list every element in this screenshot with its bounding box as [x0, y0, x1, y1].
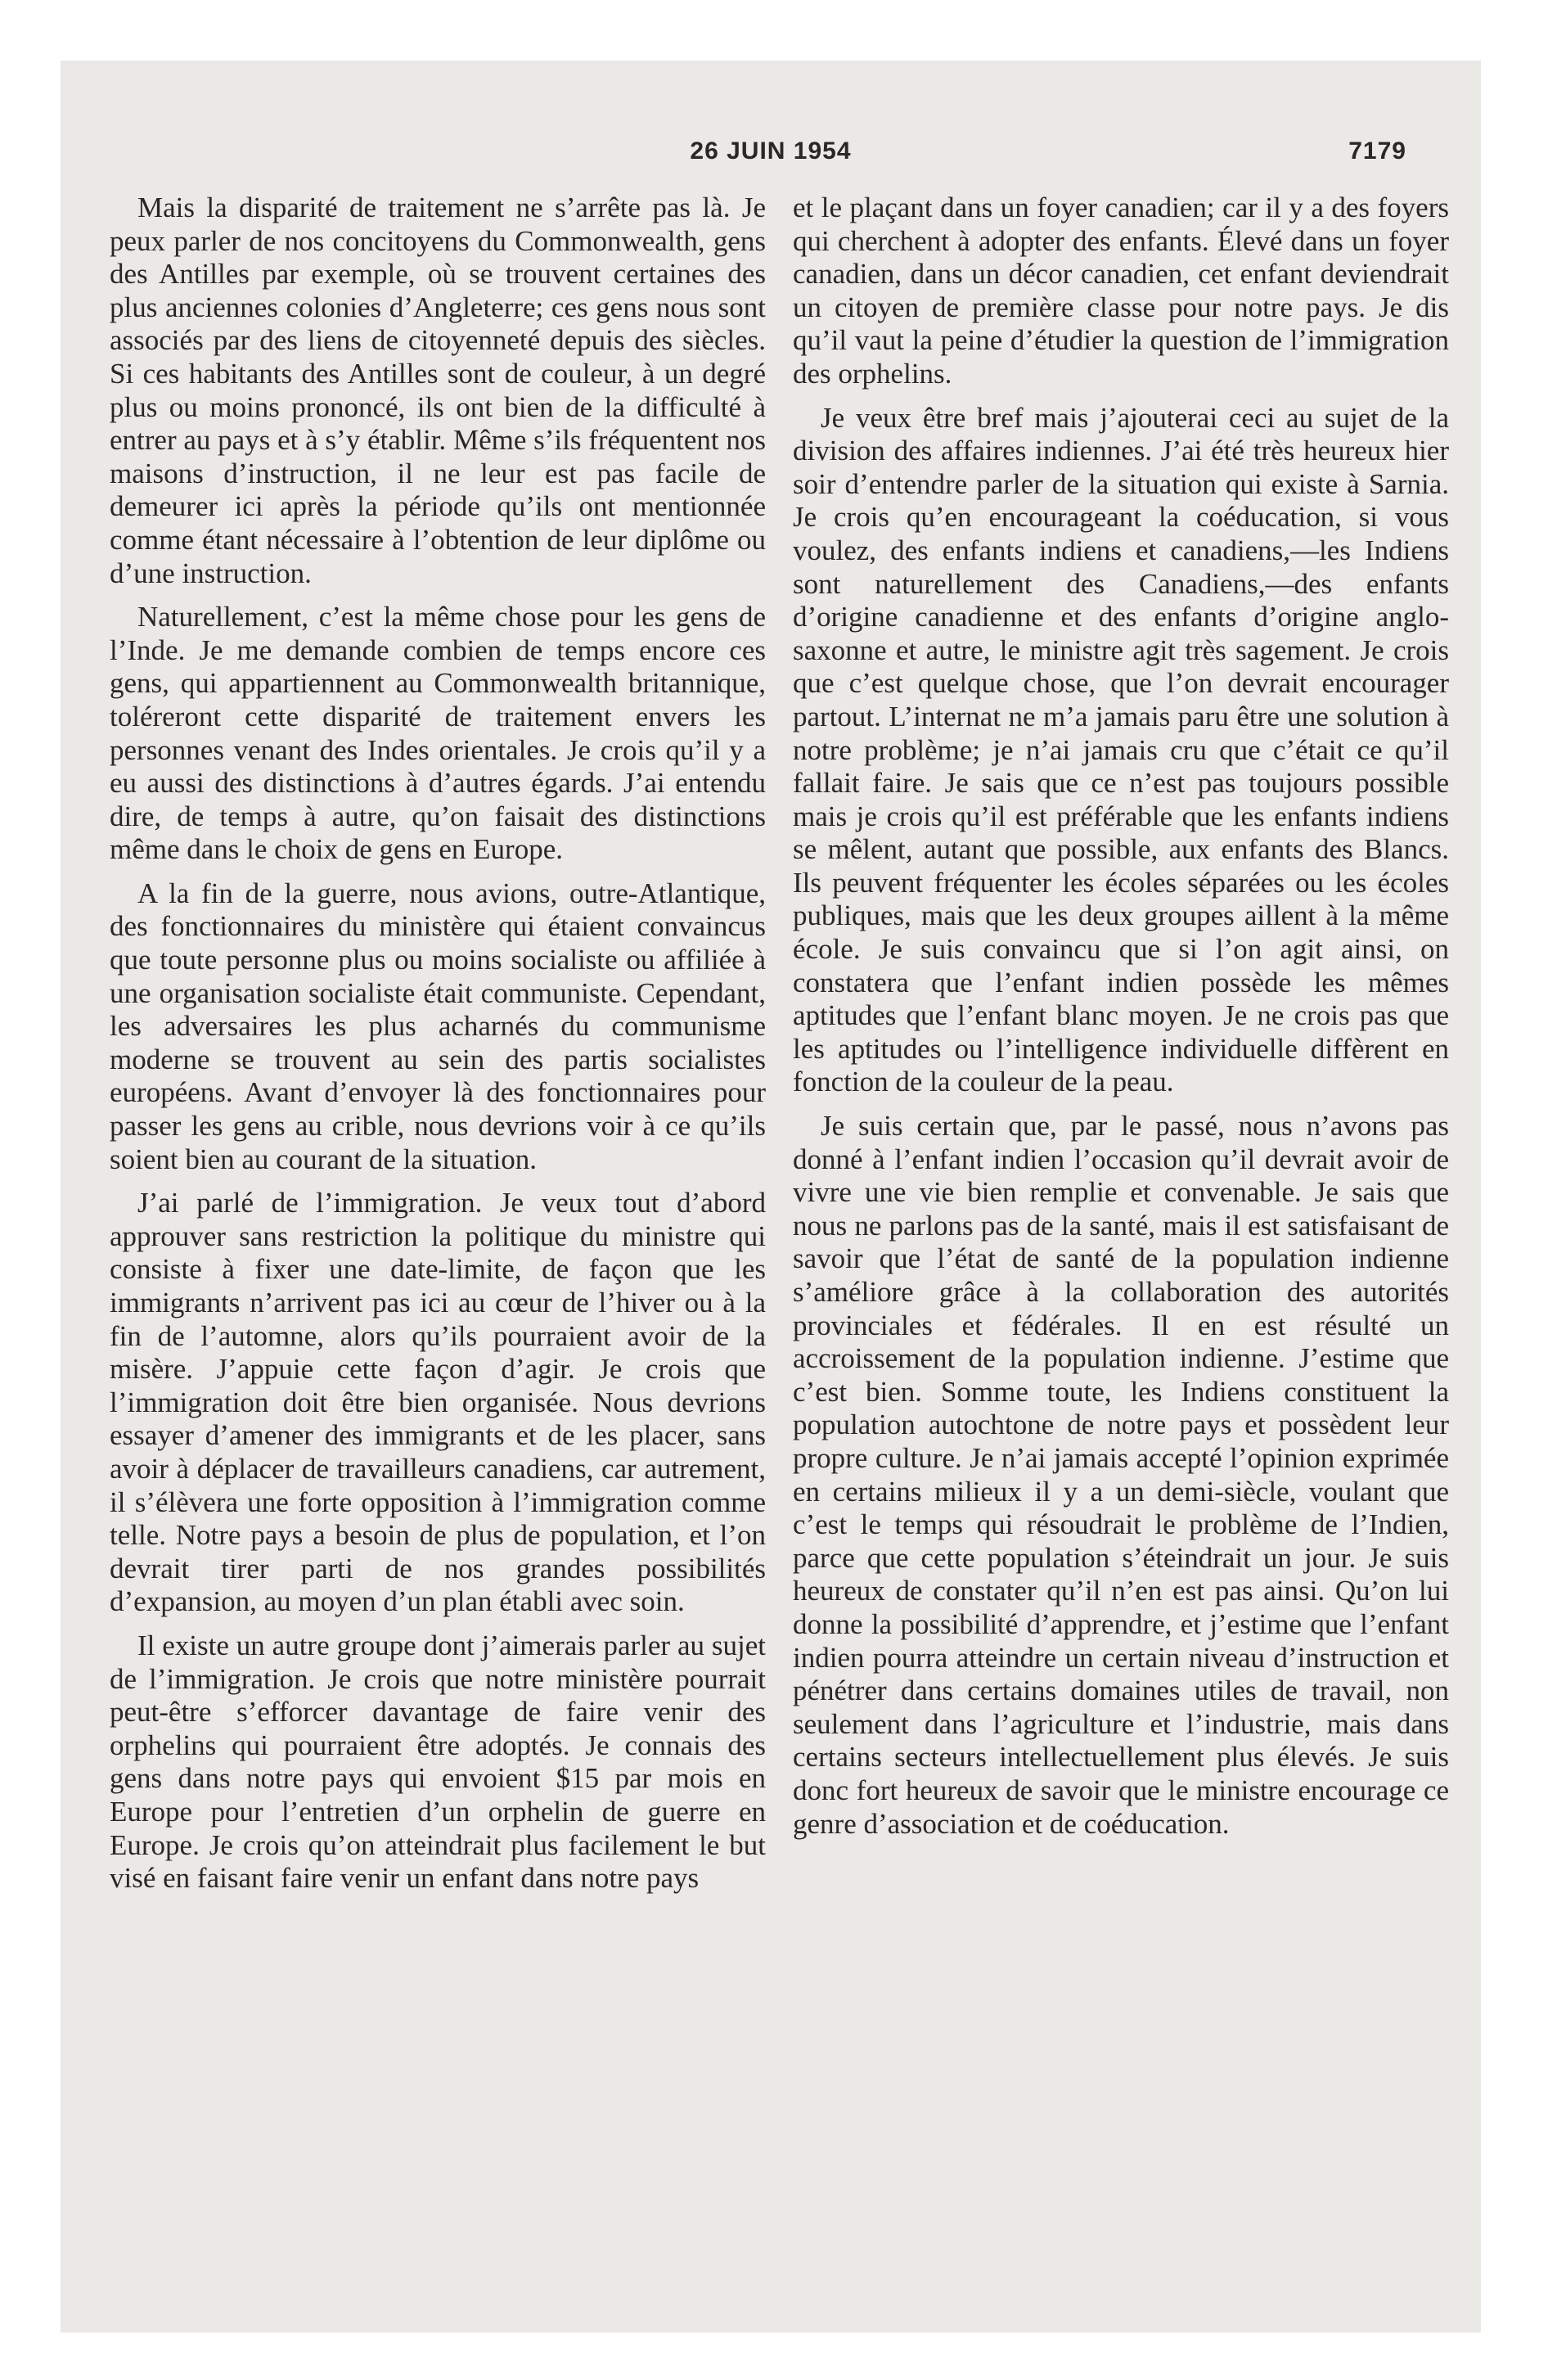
right-column — [793, 192, 1449, 1851]
running-header — [61, 137, 1481, 178]
paragraph: Il existe un autre groupe dont j’aimerais parler au sujet de l’immigration. Je crois que notre ministère pourrait peut-être s’efforcer davantage de faire venir des orphelins qui pourraient être adoptés. Je connais des gens dans notre pays qui envoient $15 par mois en Europe pour l’entretien d’un orphelin de guerre en Europe. Je crois qu’on atteindrait plus facilement le but visé en faisant faire venir un enfant dans notre pays — [110, 1629, 766, 1895]
paragraph-continued: et le plaçant dans un foyer canadien; car il y a des foyers qui cherchent à adopter des enfants. Élevé dans un foyer canadien, dans un décor canadien, cet enfant deviendrait un citoyen de première classe pour notre pays. Je dis qu’il vaut la peine d’étudier la question de l’immigration des orphelins. — [793, 192, 1449, 390]
paragraph: J’ai parlé de l’immigration. Je veux tout d’abord approuver sans restriction la politique du ministre qui consiste à fixer une date-limite, de façon que les immigrants n’arrivent pas ici au cœur de l’hiver ou à la fin de l’automne, alors qu’ils pourraient avoir de la misère. J’appuie cette façon d’agir. Je crois que l’immigration doit être bien organisée. Nous devrions essayer d’amener des immigrants et de les placer, sans avoir à déplacer de travailleurs canadiens, car autrement, il s’élèvera une forte opposition à l’immigration comme telle. Notre pays a besoin de plus de population, et l’on devrait tirer parti de nos grandes possibilités d’expansion, au moyen d’un plan établi avec soin. — [110, 1187, 766, 1618]
paragraph: Naturellement, c’est la même chose pour les gens de l’Inde. Je me demande combien de temps encore ces gens, qui appartiennent au Commonwealth britannique, toléreront cette disparité de traitement envers les personnes venant des Indes orientales. Je crois qu’il y a eu aussi des distinctions à d’autres égards. J’ai entendu dire, de temps à autre, qu’on faisait des distinctions même dans le choix de gens en Europe. — [110, 601, 766, 866]
paragraph: A la fin de la guerre, nous avions, outre-Atlantique, des fonctionnaires du ministère qui étaient convaincus que toute personne plus ou moins socialiste ou affiliée à une organisation socialiste était communiste. Cependant, les adversaires les plus acharnés du communisme moderne se trouvent au sein des partis socialistes européens. Avant d’envoyer là des fonctionnaires pour passer les gens au crible, nous devrions voir à ce qu’ils soient bien au courant de la situation. — [110, 877, 766, 1175]
paragraph: Je veux être bref mais j’ajouterai ceci au sujet de la division des affaires indiennes. J’ai été très heureux hier soir d’entendre parler de la situation qui existe à Sarnia. Je crois qu’en encourageant la coéducation, si vous voulez, des enfants indiens et canadiens,—les Indiens sont naturellement des Canadiens,—des enfants d’origine canadienne et des enfants d’origine anglo-saxonne et autre, le ministre agit très sagement. Je crois que c’est quelque chose, que l’on devrait encourager partout. L’internat ne m’a jamais paru être une solution à notre problème; je n’ai jamais cru que c’était ce qu’il fallait faire. Je sais que ce n’est pas toujours possible mais je crois qu’il est préférable que les enfants indiens se mêlent, autant que possible, aux enfants des Blancs. Ils peuvent fréquenter les écoles séparées ou les écoles publiques, mais que les deux groupes aillent à la même école. Je suis convaincu que si l’on agit ainsi, on constatera que l’enfant indien possède les mêmes aptitudes que l’enfant blanc moyen. Je ne crois pas que les aptitudes ou l’intelligence individuelle diffèrent en fonction de la couleur de la peau. — [793, 401, 1449, 1098]
left-column — [110, 192, 766, 1906]
header-date: 26 JUIN 1954 — [690, 137, 852, 165]
paragraph: Je suis certain que, par le passé, nous n’avons pas donné à l’enfant indien l’occasion qu’il devrait avoir de vivre une vie bien remplie et convenable. Je sais que nous ne parlons pas de la santé, mais il est satisfaisant de savoir que l’état de santé de la population indienne s’améliore grâce à la collaboration des autorités provinciales et fédérales. Il en est résulté un accroissement de la population indienne. J’estime que c’est bien. Somme toute, les Indiens constituent la population autochtone de notre pays et possèdent leur propre culture. Je n’ai jamais accepté l’opinion exprimée en certains milieux il y a un demi-siècle, voulant que c’est le temps qui résoudrait le problème de l’Indien, parce que cette population s’éteindrait un jour. Je suis heureux de constater qu’il n’en est pas ainsi. Qu’on lui donne la possibilité d’apprendre, et j’estime que l’enfant indien pourra atteindre un certain niveau d’instruction et pénétrer dans certains domaines utiles de travail, non seulement dans l’agriculture et l’industrie, mais dans certains secteurs intellectuellement plus élevés. Je suis donc fort heureux de savoir que le ministre encourage ce genre d’association et de coéducation. — [793, 1110, 1449, 1840]
page-number: 7179 — [1348, 137, 1406, 165]
paragraph: Mais la disparité de traitement ne s’arrête pas là. Je peux parler de nos concitoyens du Commonwealth, gens des Antilles par exemple, où se trouvent certaines des plus anciennes colonies d’Angleterre; ces gens nous sont associés par des liens de citoyenneté depuis des siècles. Si ces habitants des Antilles sont de couleur, à un degré plus ou moins prononcé, ils ont bien de la difficulté à entrer au pays et à s’y établir. Même s’ils fréquentent nos maisons d’instruction, il ne leur est pas facile de demeurer ici après la période qu’ils ont mentionnée comme étant nécessaire à l’obtention de leur diplôme ou d’une instruction. — [110, 192, 766, 589]
